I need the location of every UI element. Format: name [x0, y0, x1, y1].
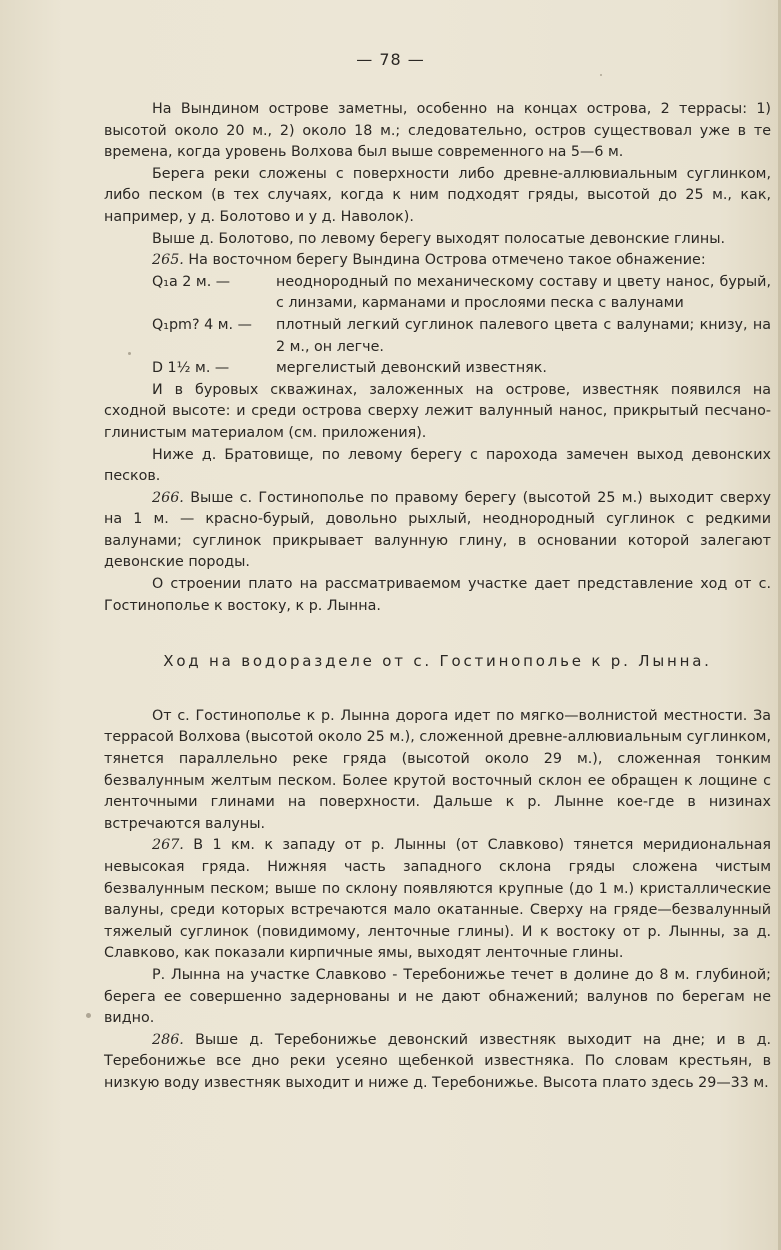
section-text: Выше с. Гостинополье по правому берегу (высотой 25 м.) выходит сверху на 1 м. — красно-бурый, довольно рыхлый, неоднородный суглинок с редкими валунами; суглинок прикрывает валунную глину, в основании которой залегают девонские породы.	[104, 489, 771, 571]
section-number: 267.	[152, 837, 184, 854]
layer-row	[104, 272, 771, 315]
paragraph: От с. Гостинополье к р. Лынна дорога идет по мягко—волнистой местности. За террасой Волхова (высотой около 25 м.), сложенной древне-аллювиальным суглинком, тянется параллельно реке гряда (высотой около 29 м.), сложенная тонким безвалунным желтым песком. Более крутой восточный склон ее обращен к лощине с ленточными глинами на поверхности. Дальше к р. Лынне кое-где в низинах встречаются валуны.	[104, 707, 771, 832]
section-text: В 1 км. к западу от р. Лынны (от Славково) тянется меридиональная невысокая гряда. Нижняя часть западного склона гряды сложена чистым безвалунным песком; выше по склону появляются крупные (до 1 м.) кристаллические валуны, среди которых встречаются мало окатанные. Сверху на гряде—безвалунный тяжелый суглинок (повидимому, ленточные глины). И к востоку от р. Лынны, за д. Славково, как показали кирпичные ямы, выходят ленточные глины.	[104, 837, 771, 962]
paper-speck	[600, 74, 602, 76]
section-265	[104, 250, 771, 272]
section-number: 266.	[152, 489, 184, 506]
paragraph: Берега реки сложены с поверхности либо древне-аллювиальным суглинком, либо песком (в тех случаях, когда к ним подходят гряды, высотой до 25 м., как, например, у д. Болотово и у д. Наволок).	[104, 165, 771, 225]
section-heading: Ход на водоразделе от с. Гостинополье к р. Лынна.	[163, 652, 712, 671]
paper-speck	[128, 352, 131, 355]
body-text	[104, 99, 771, 1095]
paragraph: На Вындином острове заметны, особенно на концах острова, 2 террасы: 1) высотой около 20 м., 2) около 18 м.; следовательно, остров существовал уже в те времена, когда уровень Волхова был выше современного на 5—6 м.	[104, 101, 771, 161]
layer-row	[104, 358, 771, 380]
layer-description: плотный легкий суглинок палевого цвета с валунами; книзу, на 2 м., он легче.	[276, 316, 771, 355]
section-267	[104, 835, 771, 965]
paragraph: Р. Лынна на участке Славково - Теребонижье течет в долине до 8 м. глубиной; берега ее совершенно задернованы и не дают обнажений; валунов по берегам не видно.	[104, 966, 771, 1027]
layer-code: Q₁a 2 м. —	[152, 273, 231, 290]
section-number: 286.	[152, 1031, 184, 1048]
layer-code: D 1½ м. —	[152, 360, 230, 377]
section-number: 265.	[152, 252, 184, 269]
paragraph: О строении плато на рассматриваемом участке дает представление ход от с. Гостинополье к востоку, к р. Лынна.	[104, 576, 771, 614]
section-text: На восточном берегу Вындина Острова отмечено такое обнажение:	[188, 252, 706, 269]
paragraph: И в буровых скважинах, заложенных на острове, известняк появился на сходной высоте: и среди острова сверху лежит валунный нанос, прикрытый песчано-глинистым материалом (см. приложения).	[104, 381, 771, 441]
page-number: — 78 —	[356, 50, 425, 69]
section-286	[104, 1030, 771, 1095]
section-266	[104, 488, 771, 574]
layer-description: мергелистый девонский известняк.	[276, 360, 547, 377]
layer-row	[104, 315, 771, 358]
paragraph: Ниже д. Братовище, по левому берегу с парохода замечен выход девонских песков.	[104, 446, 771, 485]
layer-code: Q₁pm? 4 м. —	[152, 316, 252, 333]
paragraph: Выше д. Болотово, по левому берегу выходят полосатые девонские глины.	[152, 230, 726, 247]
layer-description: неоднородный по механическому составу и цвету нанос, бурый, с линзами, карманами и прослоями песка с валунами	[276, 273, 771, 312]
paper-speck	[86, 1013, 91, 1018]
section-text: Выше д. Теребонижье девонский известняк выходит на дне; и в д. Теребонижье все дно реки усеяно щебенкой известняка. По словам крестьян, в низкую воду известняк выходит и ниже д. Теребонижье. Высота плато здесь 29—33 м.	[104, 1031, 772, 1091]
